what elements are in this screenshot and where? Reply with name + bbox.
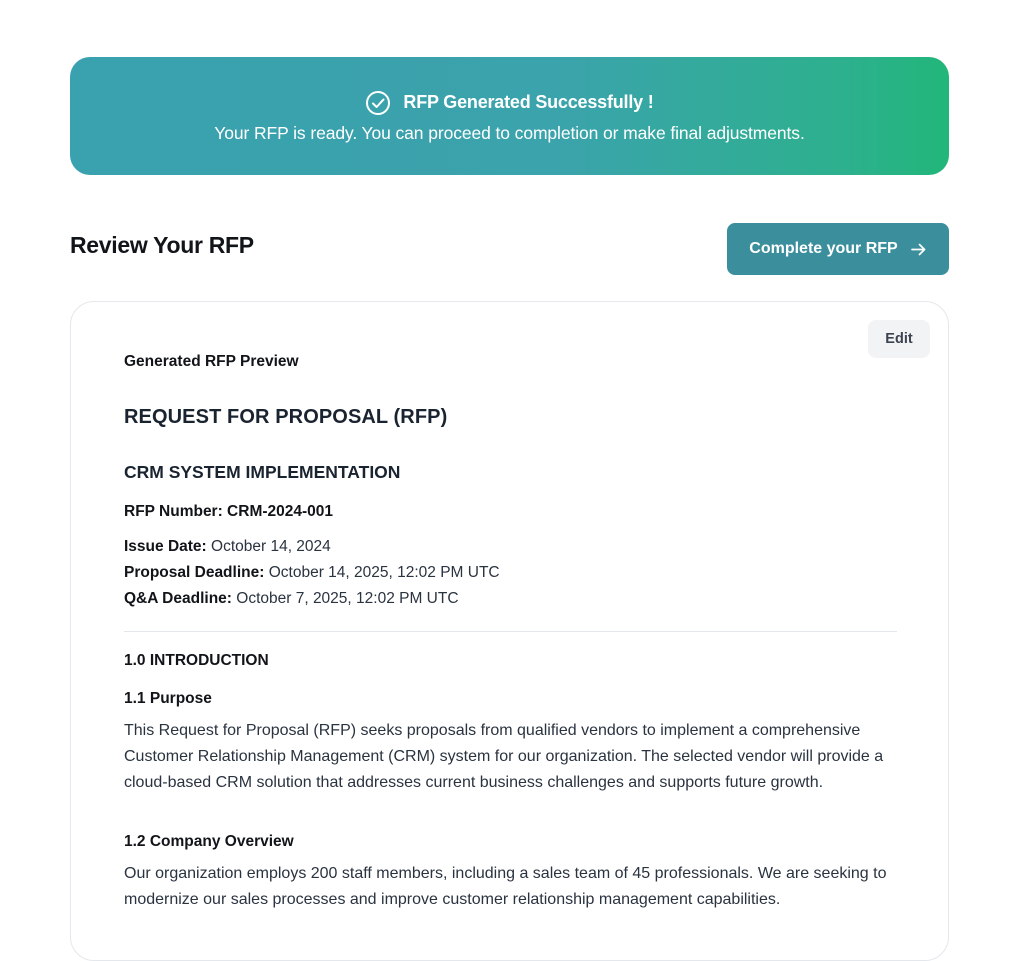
- overview-heading: 1.2 Company Overview: [124, 833, 294, 850]
- rfp-heading: REQUEST FOR PROPOSAL (RFP): [124, 406, 448, 428]
- complete-rfp-button-label: Complete your RFP: [749, 240, 898, 257]
- check-circle-icon: [365, 90, 391, 116]
- rfp-subheading: CRM SYSTEM IMPLEMENTATION: [124, 462, 401, 482]
- purpose-text: This Request for Proposal (RFP) seeks proposals from qualified vendors to implement a comprehensive Customer Relationship Management (CRM) system for our organization. The selected vendor will provide a cloud-based CRM solution that addresses current business challenges and supports future growth.: [124, 722, 884, 791]
- success-banner: [70, 57, 949, 175]
- purpose-heading: 1.1 Purpose: [124, 690, 212, 707]
- banner-title: RFP Generated Successfully !: [403, 92, 654, 112]
- qa-deadline-value: October 7, 2025, 12:02 PM UTC: [236, 590, 459, 607]
- page-title: Review Your RFP: [70, 232, 254, 258]
- proposal-deadline-label: Proposal Deadline:: [124, 564, 265, 581]
- qa-deadline: [124, 590, 459, 608]
- issue-date-value: October 14, 2024: [211, 538, 331, 555]
- arrow-right-icon: [910, 241, 927, 258]
- issue-date-label: Issue Date:: [124, 538, 207, 555]
- edit-button[interactable]: Edit: [868, 320, 930, 358]
- complete-rfp-button[interactable]: [727, 223, 949, 275]
- qa-deadline-label: Q&A Deadline:: [124, 590, 232, 607]
- rfp-number: RFP Number: CRM-2024-001: [124, 503, 334, 520]
- section-divider: [124, 631, 897, 632]
- preview-label: Generated RFP Preview: [124, 353, 299, 370]
- banner-header: [365, 89, 653, 117]
- proposal-deadline-value: October 14, 2025, 12:02 PM UTC: [268, 564, 500, 581]
- intro-heading: 1.0 INTRODUCTION: [124, 652, 269, 669]
- issue-date: [124, 538, 331, 556]
- proposal-deadline: [124, 564, 500, 582]
- rfp-preview-card: [70, 301, 949, 961]
- overview-text: Our organization employs 200 staff members, including a sales team of 45 professionals. We are seeking to modernize our sales processes and improve customer relationship management capabilities.: [124, 865, 887, 908]
- banner-subtitle: Your RFP is ready. You can proceed to completion or make final adjustments.: [214, 122, 805, 143]
